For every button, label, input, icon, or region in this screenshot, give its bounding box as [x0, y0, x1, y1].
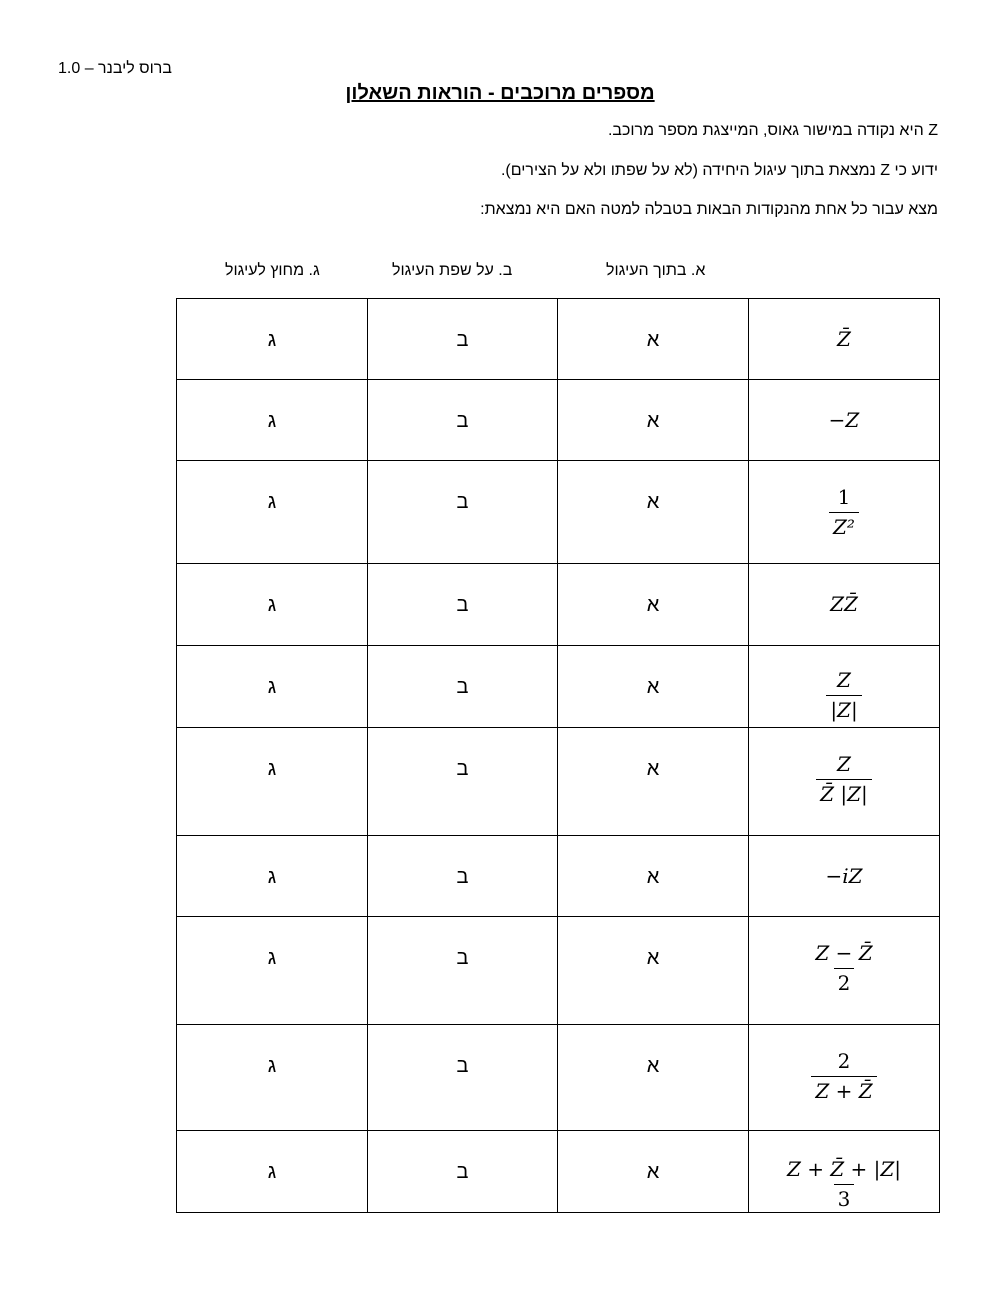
- answers-table: [176, 298, 940, 1213]
- fraction: [829, 485, 859, 540]
- choice-c[interactable]: ג: [177, 1131, 368, 1213]
- choice-a[interactable]: א: [558, 1025, 749, 1131]
- fraction-denominator: 3: [834, 1184, 855, 1212]
- expression-cell: [749, 917, 940, 1025]
- choice-b[interactable]: ב: [368, 646, 558, 728]
- choice-c[interactable]: ג: [177, 917, 368, 1025]
- choice-c[interactable]: ג: [177, 299, 368, 380]
- table-row: [177, 461, 940, 564]
- fraction-numerator: Z: [837, 668, 851, 692]
- fraction-denominator: Z̄ |Z|: [816, 779, 872, 807]
- choice-b[interactable]: ב: [368, 380, 558, 461]
- choice-a[interactable]: א: [558, 564, 749, 646]
- table-row: [177, 1025, 940, 1131]
- option-inside-circle: א. בתוך העיגול: [606, 262, 706, 279]
- expression-cell: [749, 728, 940, 836]
- table-row: [177, 380, 940, 461]
- page-title: מספרים מרוכבים - הוראות השאלון: [345, 82, 655, 104]
- expression: Z̄: [837, 327, 851, 351]
- choice-c[interactable]: ג: [177, 380, 368, 461]
- choice-c[interactable]: ג: [177, 564, 368, 646]
- fraction: [783, 1157, 905, 1212]
- choice-b[interactable]: ב: [368, 461, 558, 564]
- instruction-line-2: ידוע כי Z נמצאת בתוך עיגול היחידה (לא על שפתו ולא על הצירים).: [500, 162, 938, 179]
- expression-cell: [749, 461, 940, 564]
- fraction: [811, 1049, 876, 1104]
- option-outside-circle: ג. מחוץ לעיגול: [225, 262, 320, 279]
- instruction-line-3: מצא עבור כל אחת מהנקודות הבאות בטבלה למטה האם היא נמצאת:: [480, 201, 938, 218]
- choice-a[interactable]: א: [558, 1131, 749, 1213]
- choice-a[interactable]: א: [558, 836, 749, 917]
- choice-a[interactable]: א: [558, 917, 749, 1025]
- table-row: [177, 564, 940, 646]
- choice-a[interactable]: א: [558, 646, 749, 728]
- choice-b[interactable]: ב: [368, 564, 558, 646]
- fraction: [826, 668, 861, 723]
- table-row: [177, 836, 940, 917]
- author-version: ברוס ליבנר – 1.0: [58, 60, 172, 77]
- fraction-numerator: 2: [837, 1049, 851, 1073]
- choice-a[interactable]: א: [558, 380, 749, 461]
- fraction-numerator: Z + Z̄ + |Z|: [786, 1157, 902, 1181]
- choice-b[interactable]: ב: [368, 1131, 558, 1213]
- expression-cell: [749, 1131, 940, 1213]
- choice-c[interactable]: ג: [177, 461, 368, 564]
- choice-b[interactable]: ב: [368, 836, 558, 917]
- expression-cell: [749, 380, 940, 461]
- choice-b[interactable]: ב: [368, 299, 558, 380]
- choice-b[interactable]: ב: [368, 728, 558, 836]
- expression: ZZ̄: [830, 592, 858, 616]
- table-row: [177, 917, 940, 1025]
- fraction: [816, 752, 872, 807]
- expression: −Z: [828, 408, 860, 432]
- table-row: [177, 299, 940, 380]
- fraction: [811, 941, 876, 996]
- option-on-circle: ב. על שפת העיגול: [392, 262, 513, 279]
- choice-a[interactable]: א: [558, 728, 749, 836]
- instruction-line-1: Z היא נקודה במישור גאוס, המייצגת מספר מרוכב.: [607, 122, 938, 139]
- expression: −iZ: [825, 864, 863, 888]
- expression-cell: [749, 564, 940, 646]
- fraction-denominator: |Z|: [826, 695, 861, 723]
- expression-cell: [749, 299, 940, 380]
- expression-cell: [749, 646, 940, 728]
- choice-a[interactable]: א: [558, 299, 749, 380]
- choice-b[interactable]: ב: [368, 1025, 558, 1131]
- fraction-numerator: Z − Z̄: [815, 941, 873, 965]
- choice-c[interactable]: ג: [177, 836, 368, 917]
- expression-cell: [749, 1025, 940, 1131]
- fraction-numerator: 1: [837, 485, 851, 509]
- fraction-denominator: Z + Z̄: [811, 1076, 876, 1104]
- choice-c[interactable]: ג: [177, 728, 368, 836]
- fraction-numerator: Z: [837, 752, 851, 776]
- choice-b[interactable]: ב: [368, 917, 558, 1025]
- expression-cell: [749, 836, 940, 917]
- table-row: [177, 1131, 940, 1213]
- choice-a[interactable]: א: [558, 461, 749, 564]
- fraction-denominator: Z²: [829, 512, 859, 540]
- choice-c[interactable]: ג: [177, 646, 368, 728]
- table-row: [177, 728, 940, 836]
- table-row: [177, 646, 940, 728]
- fraction-denominator: 2: [834, 968, 855, 996]
- choice-c[interactable]: ג: [177, 1025, 368, 1131]
